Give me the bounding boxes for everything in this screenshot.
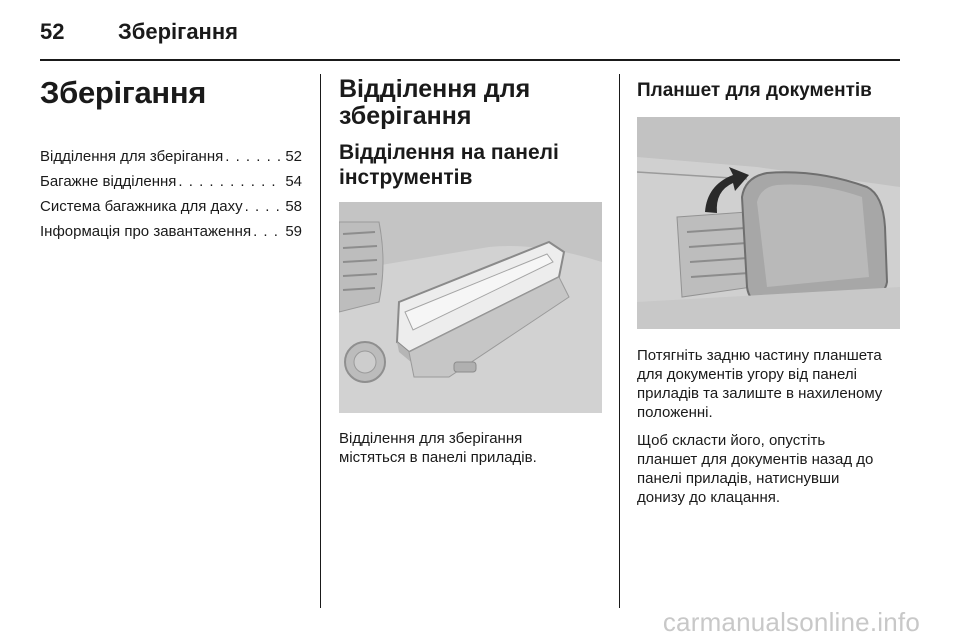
toc-entry[interactable] <box>40 194 302 219</box>
air-vent-icon <box>339 222 383 312</box>
toc-entry-title: Інформація про завантаження <box>40 223 252 240</box>
tablet-column <box>637 76 903 507</box>
text-line: Щоб скласти його, опустіть <box>637 432 826 449</box>
tablet-title: Планшет для документів <box>637 80 872 101</box>
toc-entry-title: Багажне відділення <box>40 173 177 190</box>
toc-entry-title: Система багажника для даху <box>40 198 243 215</box>
text-line: Потягніть задню частину планшета <box>637 347 882 364</box>
running-title: Зберігання <box>118 19 238 44</box>
text-line: містяться в панелі приладів. <box>339 449 537 466</box>
page-number: 52 <box>40 19 65 44</box>
glovebox-description <box>339 429 603 467</box>
text-line: планшет для документів назад до <box>637 451 874 468</box>
text-line: приладів та залиште в нахиленому <box>637 385 883 402</box>
text-line: панелі приладів, натиснувши <box>637 470 840 487</box>
page-header <box>40 14 238 50</box>
chapter-title: Зберігання <box>40 75 207 110</box>
subsection-title <box>339 140 603 190</box>
section-title <box>339 76 603 130</box>
toc-leader <box>253 219 283 244</box>
subsection-title-line: інструментів <box>339 166 473 189</box>
toc-entry[interactable] <box>40 219 302 244</box>
text-line: Відділення для зберігання <box>339 430 523 447</box>
text-line: положенні. <box>637 404 713 421</box>
tablet-open-instruction <box>637 346 903 422</box>
toc-leader <box>178 169 283 194</box>
storage-column <box>339 76 603 467</box>
text-line: донизу до клацання. <box>637 489 781 506</box>
toc-entry-title: Відділення для зберігання <box>40 148 224 165</box>
toc-entry[interactable] <box>40 144 302 169</box>
glovebox-drawing <box>339 202 602 413</box>
subsection-title-line: Відділення на панелі <box>339 141 559 164</box>
toc-entry-page: 54 <box>285 173 302 190</box>
chapter-column <box>40 76 302 244</box>
column-divider-1 <box>320 74 321 608</box>
toc-entry-page: 58 <box>285 198 302 215</box>
chapter-toc <box>40 144 302 244</box>
column-divider-2 <box>619 74 620 608</box>
document-tablet-illustration <box>637 117 900 329</box>
section-title-line: Відділення для <box>339 75 531 103</box>
toc-leader <box>245 194 284 219</box>
header-rule <box>40 59 900 61</box>
section-title-line: зберігання <box>339 102 472 130</box>
tablet-close-instruction <box>637 431 903 507</box>
glovebox-illustration <box>339 202 602 413</box>
document-tablet-drawing <box>637 117 900 329</box>
center-vent-icon <box>677 212 752 297</box>
toc-entry[interactable] <box>40 169 302 194</box>
toc-entry-page: 59 <box>285 223 302 240</box>
toc-leader <box>225 144 283 169</box>
watermark: carmanualsonline.info <box>662 607 920 637</box>
text-line: для документів угору від панелі <box>637 366 857 383</box>
toc-entry-page: 52 <box>285 148 302 165</box>
